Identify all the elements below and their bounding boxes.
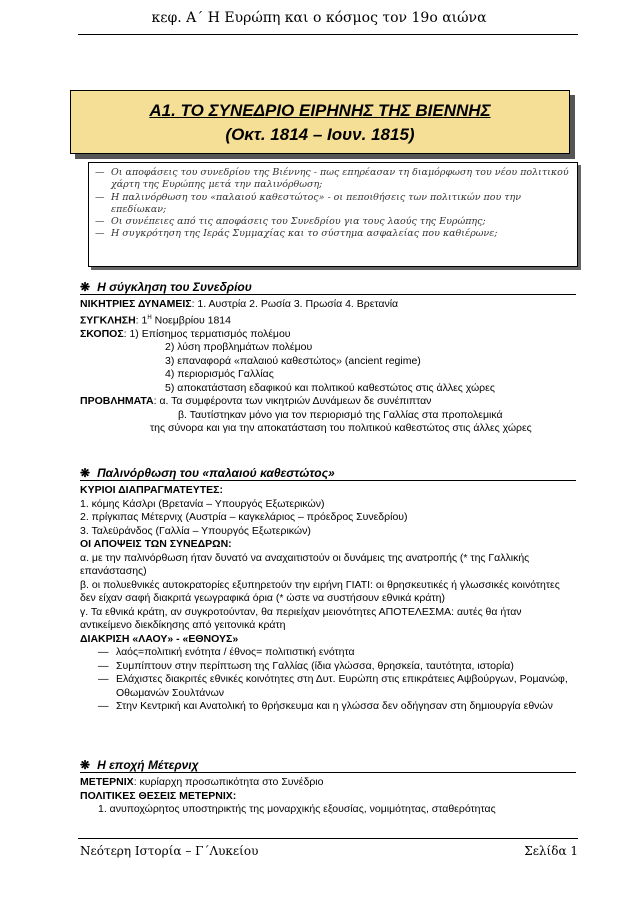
negotiator-item: 3. Ταλεϋράνδος (Γαλλία – Υπουργός Εξωτερικών) [80, 524, 311, 537]
chapter-dates: (Οκτ. 1814 – Ιουν. 1815) [225, 125, 415, 144]
section-convocation-body: ΝΙΚΗΤΡΙΕΣ ΔΥΝΑΜΕΙΣ: 1. Αυστρία 2. Ρωσία 3. Πρωσία 4. Βρετανία ΣΥΓΚΛΗΣΗ: $1^H$ Νοεμβρίου 1814 ΣΚΟΠΟΣ: 1) Επίσημος τερματισμός πολέμου 2) λύση προβλημάτων πολέμου 3) επαναφορά «παλαιού καθεστώτος» (ancient regime) 4) περιορισμός Γαλλίας 5) αποκατάσταση εδαφικού και πολιτικού καθεστώτος στις άλλες χώρες ΠΡΟΒΛΗΜΑΤΑ: α. Τα συμφέροντα των νικητριών Δυνάμεων δε συνέπιπταν β. Ταυτίστηκαν μόνο για τον περιορισμό της Γαλλίας στα προπολεμικά της σύνορα και για την αποκατάσταση του πολιτικού καθεστώτος στις άλλες χώρες [80, 298, 576, 436]
section-heading-restoration: ❋ Παλινόρθωση του «παλαιού καθεστώτος» [80, 466, 576, 481]
distinction-item: — λαός=πολιτική ενότητα / έθνος= πολιτιστική ενότητα [80, 646, 576, 660]
winners-value: : 1. Αυστρία 2. Ρωσία 3. Πρωσία 4. Βρετανία [191, 298, 399, 310]
problems-label: ΠΡΟΒΛΗΜΑΤΑ [80, 395, 154, 407]
section-heading-metternich: ❋ Η εποχή Μέτερνιχ [80, 758, 576, 773]
view-item: β. οι πολυεθνικές αυτοκρατορίες εξυπηρετούν την ειρήνη ΓΙΑΤΙ: οι θρησκευτικές ή γλωσσικές κοινότητες δεν είχαν σαφή διακριτά γεωγραφικά όρια (* ώστε να συστήσουν εθνικά κράτη) [80, 578, 560, 604]
questions-box [88, 162, 578, 267]
questions-list [95, 167, 571, 241]
negotiator-item: 1. κόμης Κάσλρι (Βρετανία – Υπουργός Εξωτερικών) [80, 497, 325, 510]
problem-item: β. Ταυτίστηκαν μόνο για τον περιορισμό της Γαλλίας στα προπολεμικά [178, 408, 503, 421]
chapter-title-box [70, 90, 570, 154]
asterisk-bullet-icon: ❋ [80, 466, 91, 480]
asterisk-bullet-icon: ❋ [80, 758, 91, 772]
section-metternich-body: ΜΕΤΕΡΝΙΧ: κυρίαρχη προσωπικότητα στο Συνέδριο ΠΟΛΙΤΙΚΕΣ ΘΕΣΕΙΣ ΜΕΤΕΡΝΙΧ: 1. ανυποχώρητος υποστηρικτής της μοναρχικής εξουσίας, νομιμότητας, σταθερότητας [80, 776, 576, 817]
policy-label: ΠΟΛΙΤΙΚΕΣ ΘΕΣΕΙΣ ΜΕΤΕΡΝΙΧ: [80, 789, 237, 802]
problem-item-cont: της σύνορα και για την αποκατάσταση του πολιτικού καθεστώτος στις άλλες χώρες [150, 422, 532, 434]
distinction-label: ΔΙΑΚΡΙΣΗ «ΛΑΟΥ» - «ΕΘΝΟΥΣ» [80, 632, 239, 645]
question-item: — Οι συνέπειες από τις αποφάσεις του Συνεδρίου για τους λαούς της Ευρώπης; [95, 216, 571, 228]
asterisk-bullet-icon: ❋ [80, 280, 91, 294]
footer-rule [78, 838, 578, 839]
aim-item: 4) περιορισμός Γαλλίας [165, 368, 274, 380]
running-header: κεφ. Α΄ Η Ευρώπη και ο κόσμος τον 19ο αιώνα [151, 10, 487, 26]
header-rule [78, 34, 578, 35]
footer-page-number: Σελίδα 1 [524, 844, 578, 858]
winners-label: ΝΙΚΗΤΡΙΕΣ ΔΥΝΑΜΕΙΣ [80, 298, 192, 310]
question-item: — Οι αποφάσεις του συνεδρίου της Βιέννης - πως επηρέασαν τη διαμόρφωση του νέου πολιτικού χάρτη της Ευρώπης μετά την παλινόρθωση; [95, 167, 571, 192]
distinction-item: — Συμπίπτουν στην περίπτωση της Γαλλίας (ίδια γλώσσα, θρησκεία, ταυτότητα, ιστορία) [80, 660, 576, 674]
convened-label: ΣΥΓΚΛΗΣΗ [80, 314, 136, 326]
negotiators-label: ΚΥΡΙΟΙ ΔΙΑΠΡΑΓΜΑΤΕΥΤΕΣ: [80, 484, 223, 496]
metternich-label: ΜΕΤΕΡΝΙΧ [80, 776, 134, 788]
aim-label: ΣΚΟΠΟΣ [80, 327, 124, 340]
views-label: ΟΙ ΑΠΟΨΕΙΣ ΤΩΝ ΣΥΝΕΔΡΩΝ: [80, 538, 232, 550]
question-item: — Η συγκρότηση της Ιεράς Συμμαχίας και το σύστημα ασφαλείας που καθιέρωνε; [95, 228, 571, 240]
aim-item: 2) λύση προβλημάτων πολέμου [165, 341, 313, 353]
view-item: γ. Τα εθνικά κράτη, αν συγκροτούνταν, θα περιείχαν μειονότητες ΑΠΟΤΕΛΕΣΜΑ: αυτές θα ήταν αντικείμενο διεκδίκησης από γειτονικά κράτη [80, 605, 522, 631]
section-heading-convocation: ❋ Η σύγκληση του Συνεδρίου [80, 280, 576, 295]
distinction-item: — Στην Κεντρική και Ανατολική το θρήσκευμα και η γλώσσα δεν οδήγησαν στη δημιουργία εθνών [80, 700, 576, 714]
distinction-item: — Ελάχιστες διακριτές εθνικές κοινότητες στη Δυτ. Ευρώπη στις επικράτειες Αψβούργων, Ρομανώφ, Οθωμανών Σουλτάνων [80, 673, 576, 700]
section-restoration-body [80, 484, 576, 714]
footer-course: Νεότερη Ιστορία – Γ΄Λυκείου [80, 844, 259, 858]
aim-item: 3) επαναφορά «παλαιού καθεστώτος» (ancient regime) [165, 354, 421, 367]
policy-item: 1. ανυποχώρητος υποστηρικτής της μοναρχικής εξουσίας, νομιμότητας, σταθερότητας [98, 803, 496, 815]
question-item: — Η παλινόρθωση του «παλαιού καθεστώτος» - οι πεποιθήσεις των πολιτικών που την επεδίωκαν; [95, 192, 571, 217]
view-item: α. με την παλινόρθωση ήταν δυνατό να αναχαιτιστούν οι δυνάμεις της ανατροπής (* της Γαλλικής επανάστασης) [80, 551, 530, 577]
aim-item: 5) αποκατάσταση εδαφικού και πολιτικού καθεστώτος στις άλλες χώρες [165, 381, 495, 394]
chapter-title: Α1. ΤΟ ΣΥΝΕΔΡΙΟ ΕΙΡΗΝΗΣ ΤΗΣ ΒΙΕΝΝΗΣ [149, 101, 491, 120]
negotiator-item: 2. πρίγκιπας Μέτερνιχ (Αυστρία – καγκελάριος – πρόεδρος Συνεδρίου) [80, 511, 408, 523]
